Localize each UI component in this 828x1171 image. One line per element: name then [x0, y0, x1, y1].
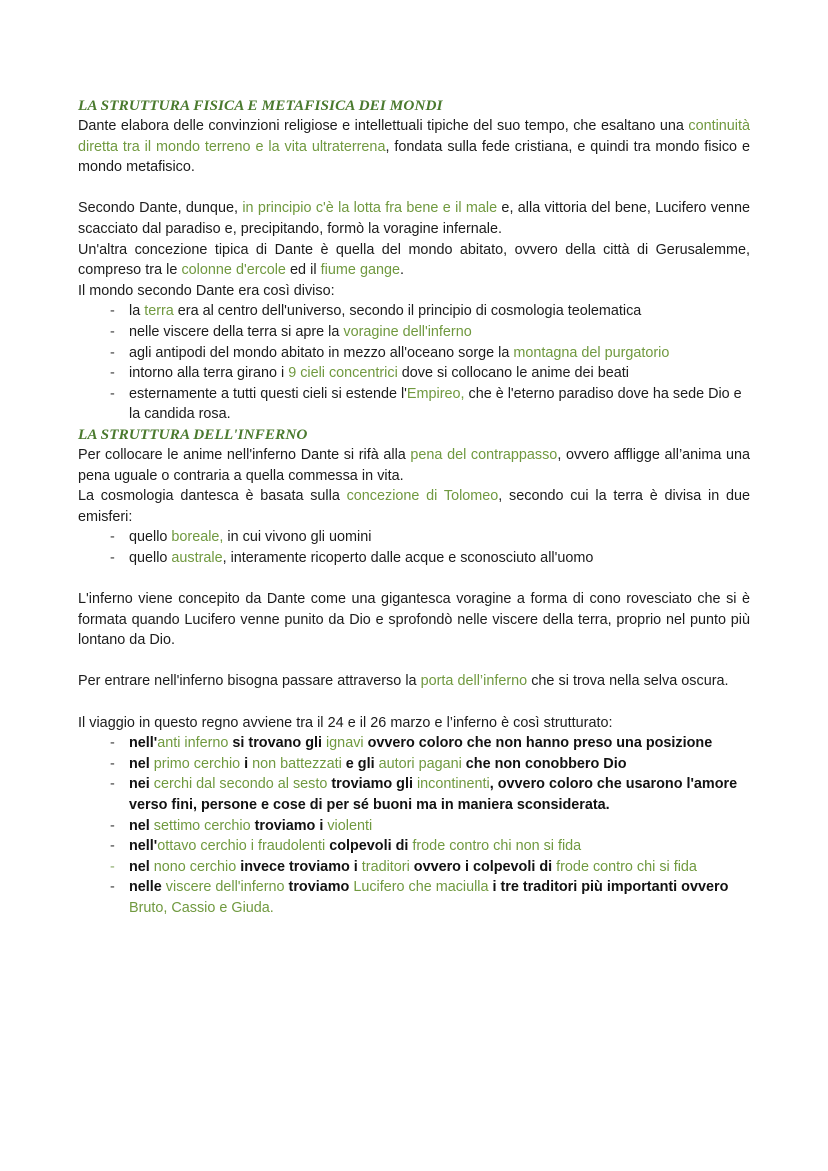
text-run: nelle: [129, 879, 166, 896]
list-item: [78, 343, 750, 364]
text-run: nell': [129, 735, 158, 752]
text-run: che è l'eterno paradiso dove ha sede Dio e la candida rosa.: [129, 385, 742, 423]
list-item-text: [129, 756, 627, 772]
text-run: australe: [171, 549, 223, 566]
paragraph-p7: [78, 589, 750, 651]
paragraph-spacer: [78, 692, 750, 713]
text-run: troviamo gli: [327, 776, 417, 793]
list-mondi: [78, 301, 750, 425]
text-run: ovvero i colpevoli di: [409, 858, 557, 875]
list-item: [78, 322, 750, 343]
text-run: frode contro chi si fida: [556, 858, 697, 875]
list-item: [78, 877, 750, 918]
paragraph-p5: [78, 445, 750, 486]
list-item-text: [129, 550, 593, 566]
list-dash-marker: -: [110, 385, 115, 402]
list-dash-marker: -: [110, 817, 115, 834]
text-run: ignavi: [325, 735, 364, 752]
list-item: [78, 527, 750, 548]
text-run: dove si collocano le anime dei beati: [397, 365, 629, 382]
list-item: [78, 857, 750, 878]
list-dash-marker: -: [110, 755, 115, 772]
text-run: quello: [129, 529, 172, 546]
text-run: .: [399, 262, 404, 279]
list-item-text: [129, 776, 737, 813]
text-run: nelle viscere della terra si apre la: [129, 323, 344, 340]
text-run: nel: [129, 858, 154, 875]
text-run: intorno alla terra girano i: [129, 365, 289, 382]
list-dash-marker: -: [110, 879, 115, 896]
list-item-text: [129, 879, 728, 916]
paragraph-p9: [78, 713, 750, 734]
text-run: cerchi dal secondo al sesto: [153, 776, 328, 793]
text-run: Dante elabora delle convinzioni religiose e intellettuali tipiche del suo tempo, che esaltano una: [78, 118, 689, 134]
paragraph-p4: [78, 281, 750, 302]
list-dash-marker: -: [110, 858, 115, 875]
text-run: colpevoli di: [325, 838, 413, 855]
text-run: , secondo cui la terra è divisa in due emisferi:: [78, 488, 750, 525]
text-run: nei: [129, 776, 154, 793]
text-run: settimo cerchio: [153, 817, 251, 834]
text-run: primo cerchio: [153, 755, 241, 772]
text-run: pena del contrappasso: [410, 446, 558, 463]
text-run: viscere dell'inferno: [165, 879, 285, 896]
text-run: fiume gange: [320, 262, 400, 279]
list-item-text: [129, 818, 372, 834]
text-run: montagna del purgatorio: [513, 344, 670, 361]
text-run: violenti: [327, 817, 373, 834]
text-run: anti inferno: [157, 735, 229, 752]
text-run: Empireo,: [406, 385, 465, 402]
paragraph-spacer: [78, 651, 750, 672]
text-run: invece troviamo i: [236, 858, 362, 875]
text-run: ovvero coloro che non hanno preso una posizione: [363, 735, 713, 752]
text-run: , ovvero affligge all’anima una pena uguale o contraria a quella commessa in vita.: [78, 446, 750, 484]
text-run: nono cerchio: [153, 858, 237, 875]
list-item-text: [129, 859, 697, 875]
list-dash-marker: -: [110, 344, 115, 361]
text-run: colonne d'ercole: [181, 262, 286, 279]
paragraph-p8: [78, 671, 750, 692]
paragraph-spacer: [78, 568, 750, 589]
text-run: Bruto, Cassio e Giuda.: [129, 899, 274, 916]
text-run: Per entrare nell'inferno bisogna passare attraverso la: [78, 673, 421, 690]
paragraph-p6: [78, 486, 750, 527]
paragraph-p3: [78, 240, 750, 281]
text-run: nel: [129, 755, 154, 772]
list-item: [78, 836, 750, 857]
list-item-text: [129, 345, 669, 361]
text-run: agli antipodi del mondo abitato in mezzo all'oceano sorge la: [129, 344, 514, 361]
list-dash-marker: -: [110, 365, 115, 382]
paragraph-spacer: [78, 178, 750, 199]
list-item-text: [129, 735, 712, 751]
list-item: [78, 384, 750, 425]
text-run: in cui vivono gli uomini: [223, 529, 372, 546]
paragraph-p2: [78, 198, 750, 239]
text-run: e gli: [341, 755, 379, 772]
list-item: [78, 363, 750, 384]
list-dash-marker: -: [110, 303, 115, 320]
list-item-text: [129, 303, 641, 319]
list-dash-marker: -: [110, 838, 115, 855]
text-run: autori pagani: [378, 755, 462, 772]
list-emisferi: [78, 527, 750, 568]
text-run: i tre traditori più importanti ovvero: [488, 879, 729, 896]
text-run: concezione di Tolomeo: [346, 488, 499, 505]
text-run: Un'altra concezione tipica di Dante è quella del mondo abitato, ovvero della città di Gerusalemme, compreso tra le: [78, 241, 750, 279]
text-run: incontinenti: [416, 776, 490, 793]
text-run: voragine dell'inferno: [343, 323, 472, 340]
list-dash-marker: -: [110, 776, 115, 793]
list-dash-marker: -: [110, 735, 115, 752]
text-run: , ovvero coloro che usarono l'amore verso fini, persone e cose di per sé buoni ma in maniera sconsiderata.: [129, 776, 738, 813]
list-item-text: [129, 838, 581, 854]
text-run: 9 cieli concentrici: [288, 365, 398, 382]
list-item: [78, 733, 750, 754]
list-item-text: [129, 529, 371, 545]
list-dash-marker: -: [110, 323, 115, 340]
list-item: [78, 816, 750, 837]
list-item: [78, 774, 750, 815]
document-content: [78, 96, 750, 919]
text-run: la: [129, 303, 145, 320]
text-run: non battezzati: [252, 755, 342, 772]
list-item: [78, 754, 750, 775]
text-run: nell': [129, 838, 158, 855]
text-run: si trovano gli: [228, 735, 326, 752]
text-run: era al centro dell'universo, secondo il principio di cosmologia teolematica: [173, 303, 642, 320]
paragraph-p1: [78, 116, 750, 178]
text-run: , fondata sulla fede cristiana, e quindi tra mondo fisico e mondo metafisico.: [78, 138, 750, 176]
text-run: nel: [129, 817, 154, 834]
text-run: che non conobbero Dio: [461, 755, 627, 772]
text-run: Il mondo secondo Dante era così diviso:: [78, 282, 335, 299]
list-cerchi-inferno: [78, 733, 750, 918]
text-run: frode contro chi non si fida: [412, 838, 582, 855]
text-run: L'inferno viene concepito da Dante come una gigantesca voragine a forma di cono rovesciato che si è formata quando Lucifero venne punito da Dio e sprofondò nelle viscere della terra, proprio nel punto più lontano da Dio.: [78, 591, 750, 649]
section-heading-mondi: LA STRUTTURA FISICA E METAFISICA DEI MONDI: [78, 97, 443, 114]
text-run: ottavo cerchio i fraudolenti: [157, 838, 326, 855]
list-item-text: [129, 386, 742, 423]
list-dash-marker: -: [110, 549, 115, 566]
text-run: troviamo: [284, 879, 354, 896]
text-run: terra: [144, 303, 174, 320]
text-run: Lucifero che maciulla: [353, 879, 489, 896]
text-run: in principio c'è la lotta fra bene e il male: [242, 200, 498, 217]
text-run: boreale,: [171, 529, 224, 546]
text-run: Secondo Dante, dunque,: [78, 200, 243, 217]
text-run: i: [240, 755, 253, 772]
list-dash-marker: -: [110, 529, 115, 546]
text-run: continuità diretta tra il mondo terreno e la vita ultraterrena: [78, 118, 750, 155]
text-run: ed il: [285, 262, 321, 279]
text-run: La cosmologia dantesca è basata sulla: [78, 488, 347, 505]
text-run: troviamo i: [250, 817, 328, 834]
text-run: traditori: [361, 858, 410, 875]
list-item: [78, 548, 750, 569]
text-run: porta dell’inferno: [420, 673, 528, 690]
text-run: e, alla vittoria del bene, Lucifero venne scacciato dal paradiso e, precipitando, formò la voragine infernale.: [78, 200, 750, 237]
text-run: che si trova nella selva oscura.: [527, 673, 729, 690]
text-run: esternamente a tutti questi cieli si estende l': [129, 385, 407, 402]
list-item-text: [129, 365, 629, 381]
list-item-text: [129, 324, 472, 340]
text-run: Per collocare le anime nell'inferno Dante si rifà alla: [78, 446, 411, 463]
text-run: Il viaggio in questo regno avviene tra il 24 e il 26 marzo e l’inferno è così strutturato:: [78, 714, 613, 731]
list-item: [78, 301, 750, 322]
text-run: quello: [129, 549, 172, 566]
text-run: , interamente ricoperto dalle acque e sconosciuto all'uomo: [222, 549, 594, 566]
section-heading-inferno: LA STRUTTURA DELL'INFERNO: [78, 425, 308, 443]
